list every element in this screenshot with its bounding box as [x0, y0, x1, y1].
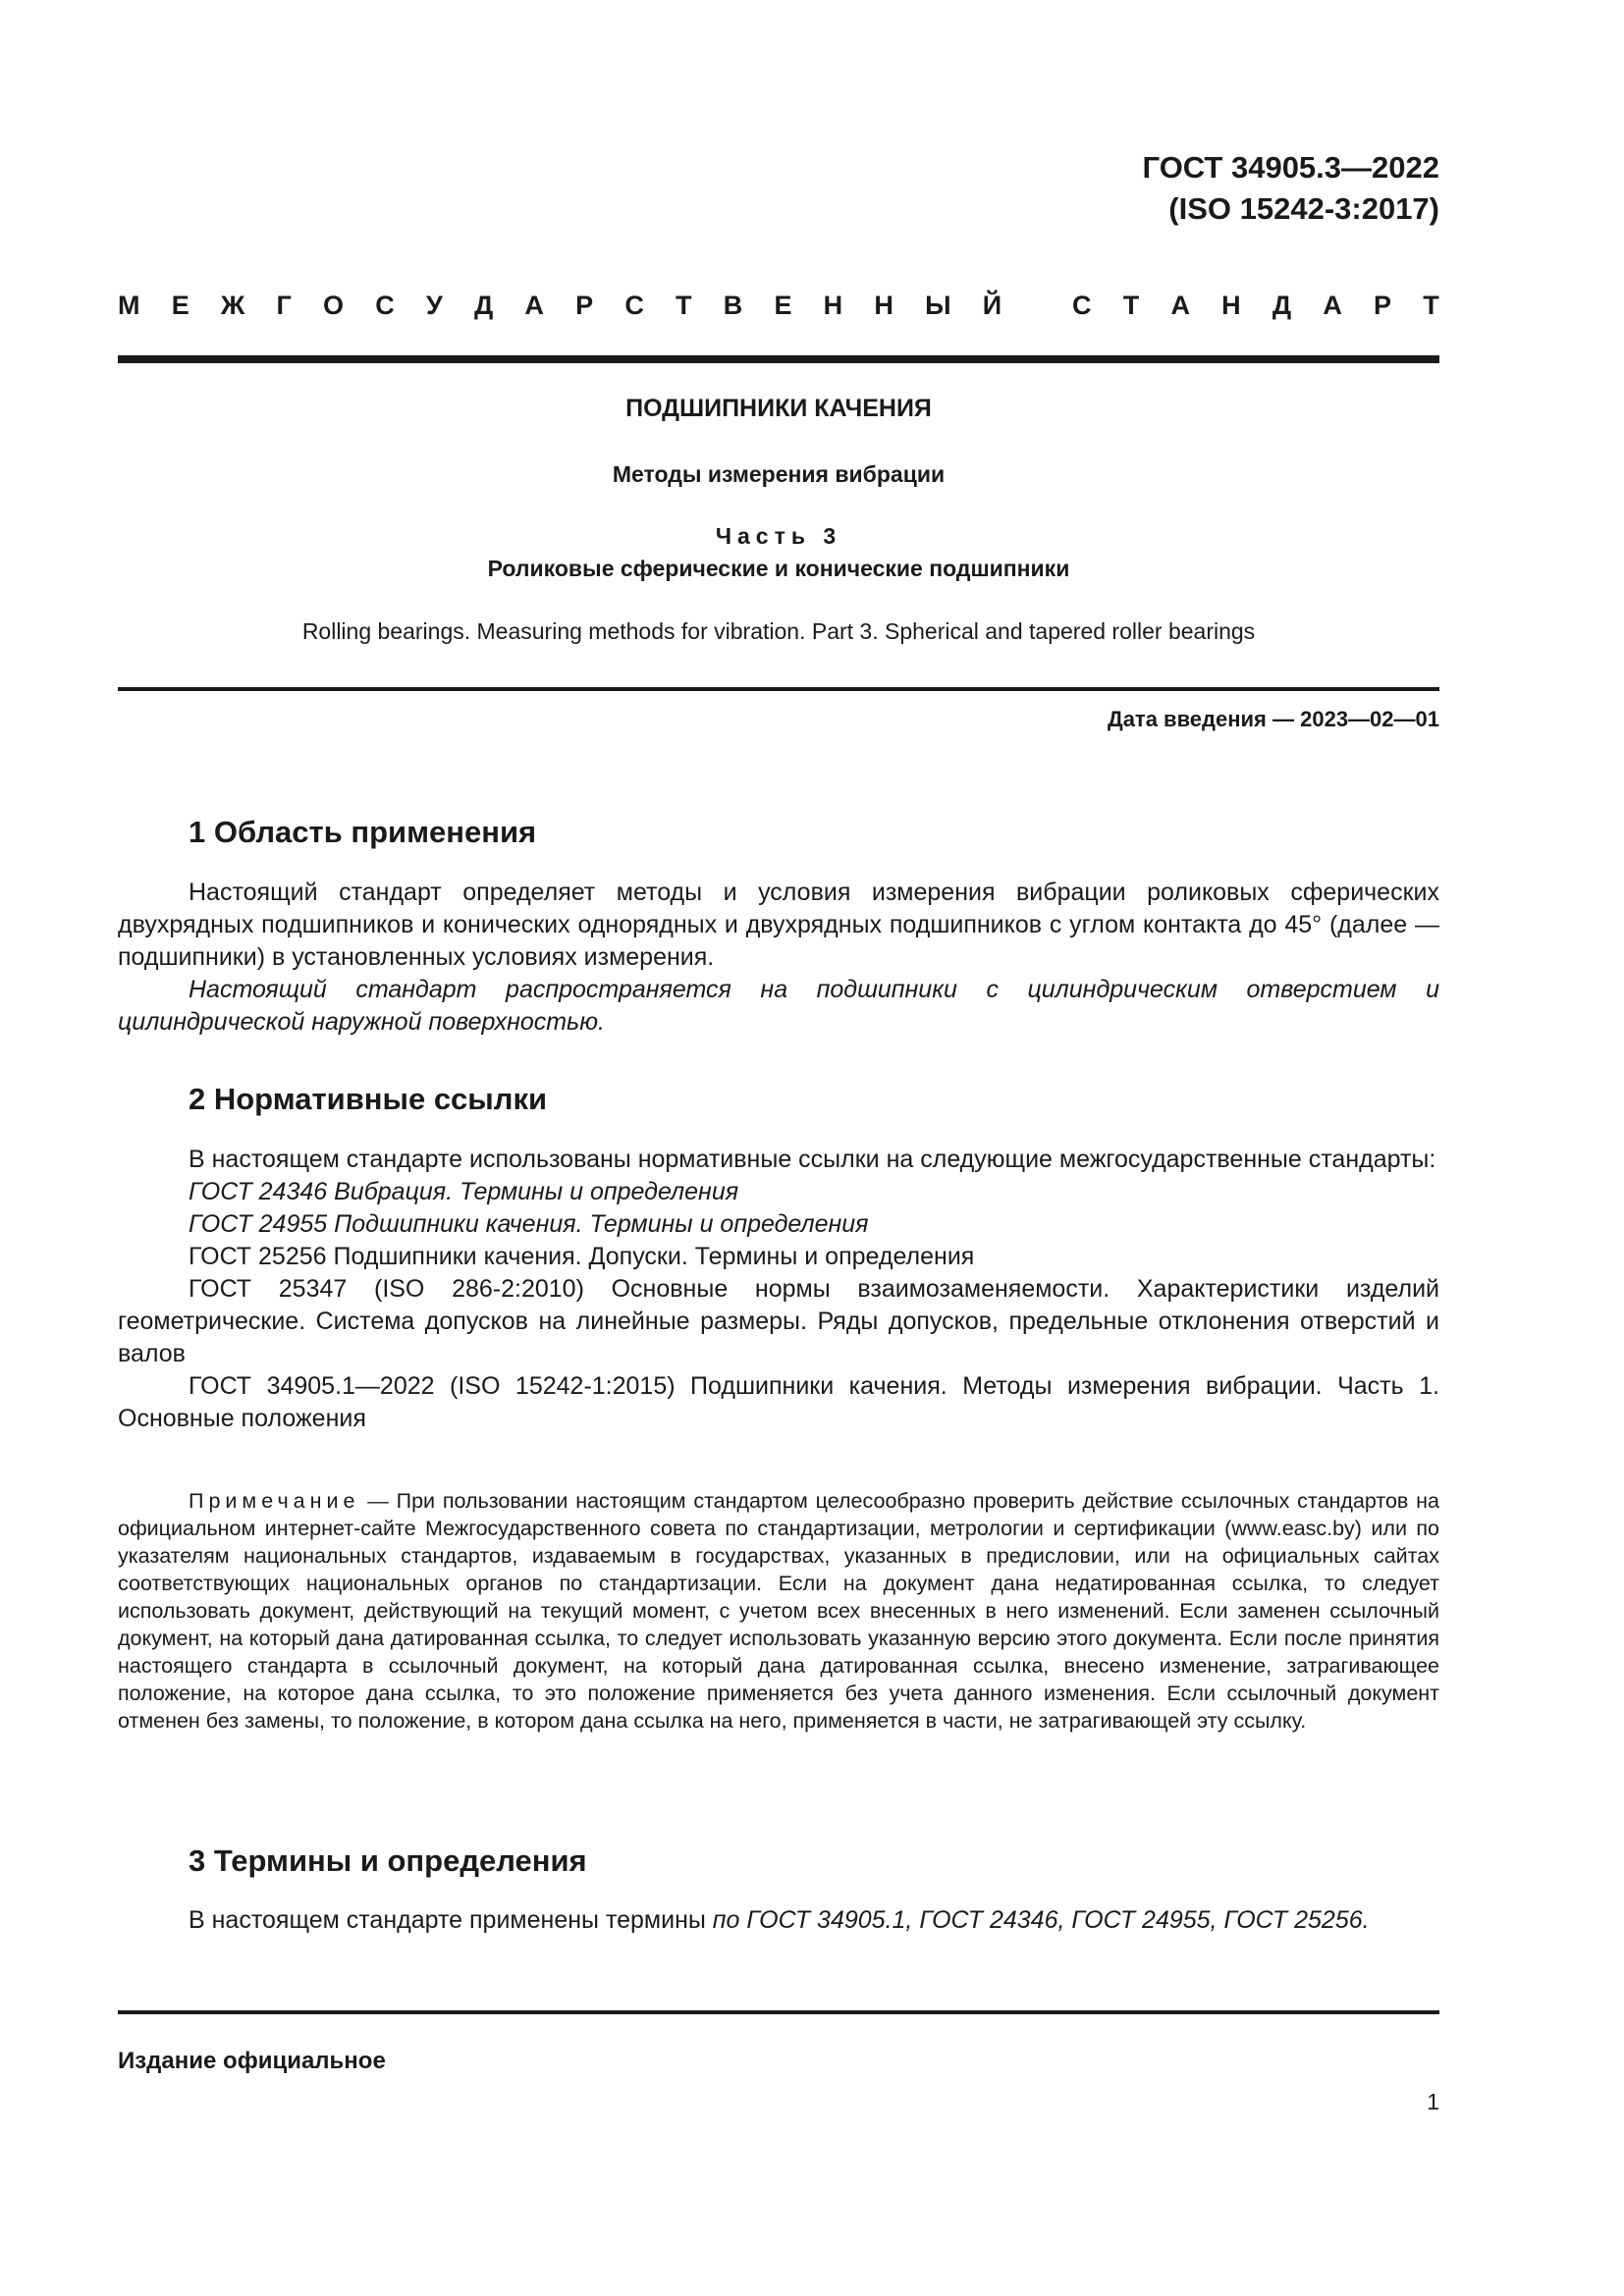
note: [118, 1487, 1439, 1735]
section-heading: 3 Термины и определения: [189, 1843, 587, 1878]
banner-letter: С: [624, 291, 644, 320]
section-2-body: [118, 1144, 1439, 1435]
document-subtitle: Методы измерения вибрации: [612, 461, 946, 487]
page-number: 1: [1427, 2089, 1439, 2114]
section-1-body: [118, 877, 1439, 1039]
banner-letter: Т: [676, 291, 692, 320]
reference-item: ГОСТ 25347 (ISO 286-2:2010) Основные нормы взаимозаменяемости. Характеристики изделий геометрические. Система допусков на линейные размеры. Ряды допусков, предельные отклонения отверстий и валов: [118, 1275, 1439, 1367]
banner-letter: Н: [874, 291, 893, 320]
note-label: Примечание: [189, 1489, 360, 1513]
banner-letter: Н: [823, 291, 843, 320]
footer-rule: [118, 2010, 1439, 2014]
reference-item: ГОСТ 24346 Вибрация. Термины и определения: [189, 1178, 739, 1205]
banner-letter: Н: [1221, 291, 1241, 320]
banner-letter: Г: [276, 291, 292, 320]
title-rule: [118, 687, 1439, 691]
banner-letter: А: [524, 291, 544, 320]
standard-number: ГОСТ 34905.3—2022: [1142, 150, 1439, 185]
section-3-body: [118, 1904, 1439, 1937]
banner-letter: А: [1170, 291, 1190, 320]
banner-letter: О: [323, 291, 345, 320]
official-edition-label: Издание официальное: [118, 2048, 386, 2074]
section-heading: 1 Область применения: [189, 815, 537, 849]
header-rule: [118, 355, 1439, 363]
banner-letter: М: [118, 291, 140, 320]
english-title: Rolling bearings. Measuring methods for vibration. Part 3. Spherical and tapered roller bearings: [301, 618, 1256, 644]
interstate-standard-banner: [118, 291, 1439, 321]
paragraph: Настоящий стандарт определяет методы и условия измерения вибрации роликовых сферических двухрядных подшипников и конических однорядных и двухрядных подшипников с углом контакта до 45° (далее — подшипники) в установленных условиях измерения.: [118, 879, 1439, 971]
banner-letter: Т: [1423, 291, 1439, 320]
banner-letter: Р: [1374, 291, 1392, 320]
paragraph-references: по ГОСТ 34905.1, ГОСТ 24346, ГОСТ 24955, ГОСТ 25256.: [712, 1906, 1370, 1934]
banner-letter: С: [1072, 291, 1092, 320]
section-heading: 2 Нормативные ссылки: [189, 1082, 548, 1116]
banner-letter: Р: [575, 291, 594, 320]
paragraph: [118, 1904, 1439, 1937]
document-page: [118, 0, 1439, 2296]
banner-letter: Д: [1272, 291, 1292, 320]
banner-letter: Т: [1122, 291, 1140, 320]
reference-item: ГОСТ 34905.1—2022 (ISO 15242-1:2015) Подшипники качения. Методы измерения вибрации. Часть 1. Основные положения: [118, 1372, 1439, 1432]
banner-letter: Е: [774, 291, 792, 320]
banner-letter: Е: [171, 291, 189, 320]
banner-letter: Д: [473, 291, 494, 320]
note-text: — При пользовании настоящим стандартом целесообразно проверить действие ссылочных стандартов на официальном интернет-сайте Межгосударственного совета по стандартизации, метрологии и сертификации (www.easc.by) или по указателям национальных стандартов, издаваемым в государствах, указанных в предисловии, или на официальных сайтах соответствующих национальных органов по стандартизации. Если на документ дана недатированная ссылка, то следует использовать документ, действующий на текущий момент, с учетом всех внесенных в него изменений. Если заменен ссылочный документ, на который дана датированная ссылка, то следует использовать указанную версию этого документа. Если после принятия настоящего стандарта в ссылочный документ, на который дана датированная ссылка, внесено изменение, затрагивающее положение, на которое дана ссылка, то это положение применяется без учета данного изменения. Если ссылочный документ отменен без замены, то положение, в котором дана ссылка на него, применяется в части, не затрагивающей эту ссылку.: [118, 1489, 1439, 1733]
iso-number: (ISO 15242-3:2017): [1168, 191, 1439, 226]
standard-designation: [1143, 147, 1439, 230]
reference-item: ГОСТ 25256 Подшипники качения. Допуски. Термины и определения: [189, 1243, 975, 1270]
banner-letter: Ы: [925, 291, 951, 320]
banner-letter: Й: [982, 291, 1002, 320]
banner-letter: В: [723, 291, 743, 320]
part-number: Часть 3: [715, 523, 842, 549]
banner-letter: У: [425, 291, 443, 320]
document-title: ПОДШИПНИКИ КАЧЕНИЯ: [625, 395, 932, 422]
paragraph: В настоящем стандарте использованы нормативные ссылки на следующие межгосударственные стандарты:: [189, 1146, 1436, 1173]
banner-letter: Ж: [220, 291, 245, 320]
paragraph-text: В настоящем стандарте применены термины: [189, 1906, 713, 1934]
banner-letter: С: [375, 291, 395, 320]
paragraph: Настоящий стандарт распространяется на подшипники с цилиндрическим отверстием и цилиндрической наружной поверхностью.: [118, 976, 1439, 1036]
introduction-date: Дата введения — 2023—02—01: [1108, 707, 1439, 731]
reference-item: ГОСТ 24955 Подшипники качения. Термины и определения: [189, 1210, 869, 1238]
part-title: Роликовые сферические и конические подшипники: [487, 556, 1070, 581]
banner-letter: А: [1323, 291, 1342, 320]
banner-gap: [1033, 291, 1041, 321]
